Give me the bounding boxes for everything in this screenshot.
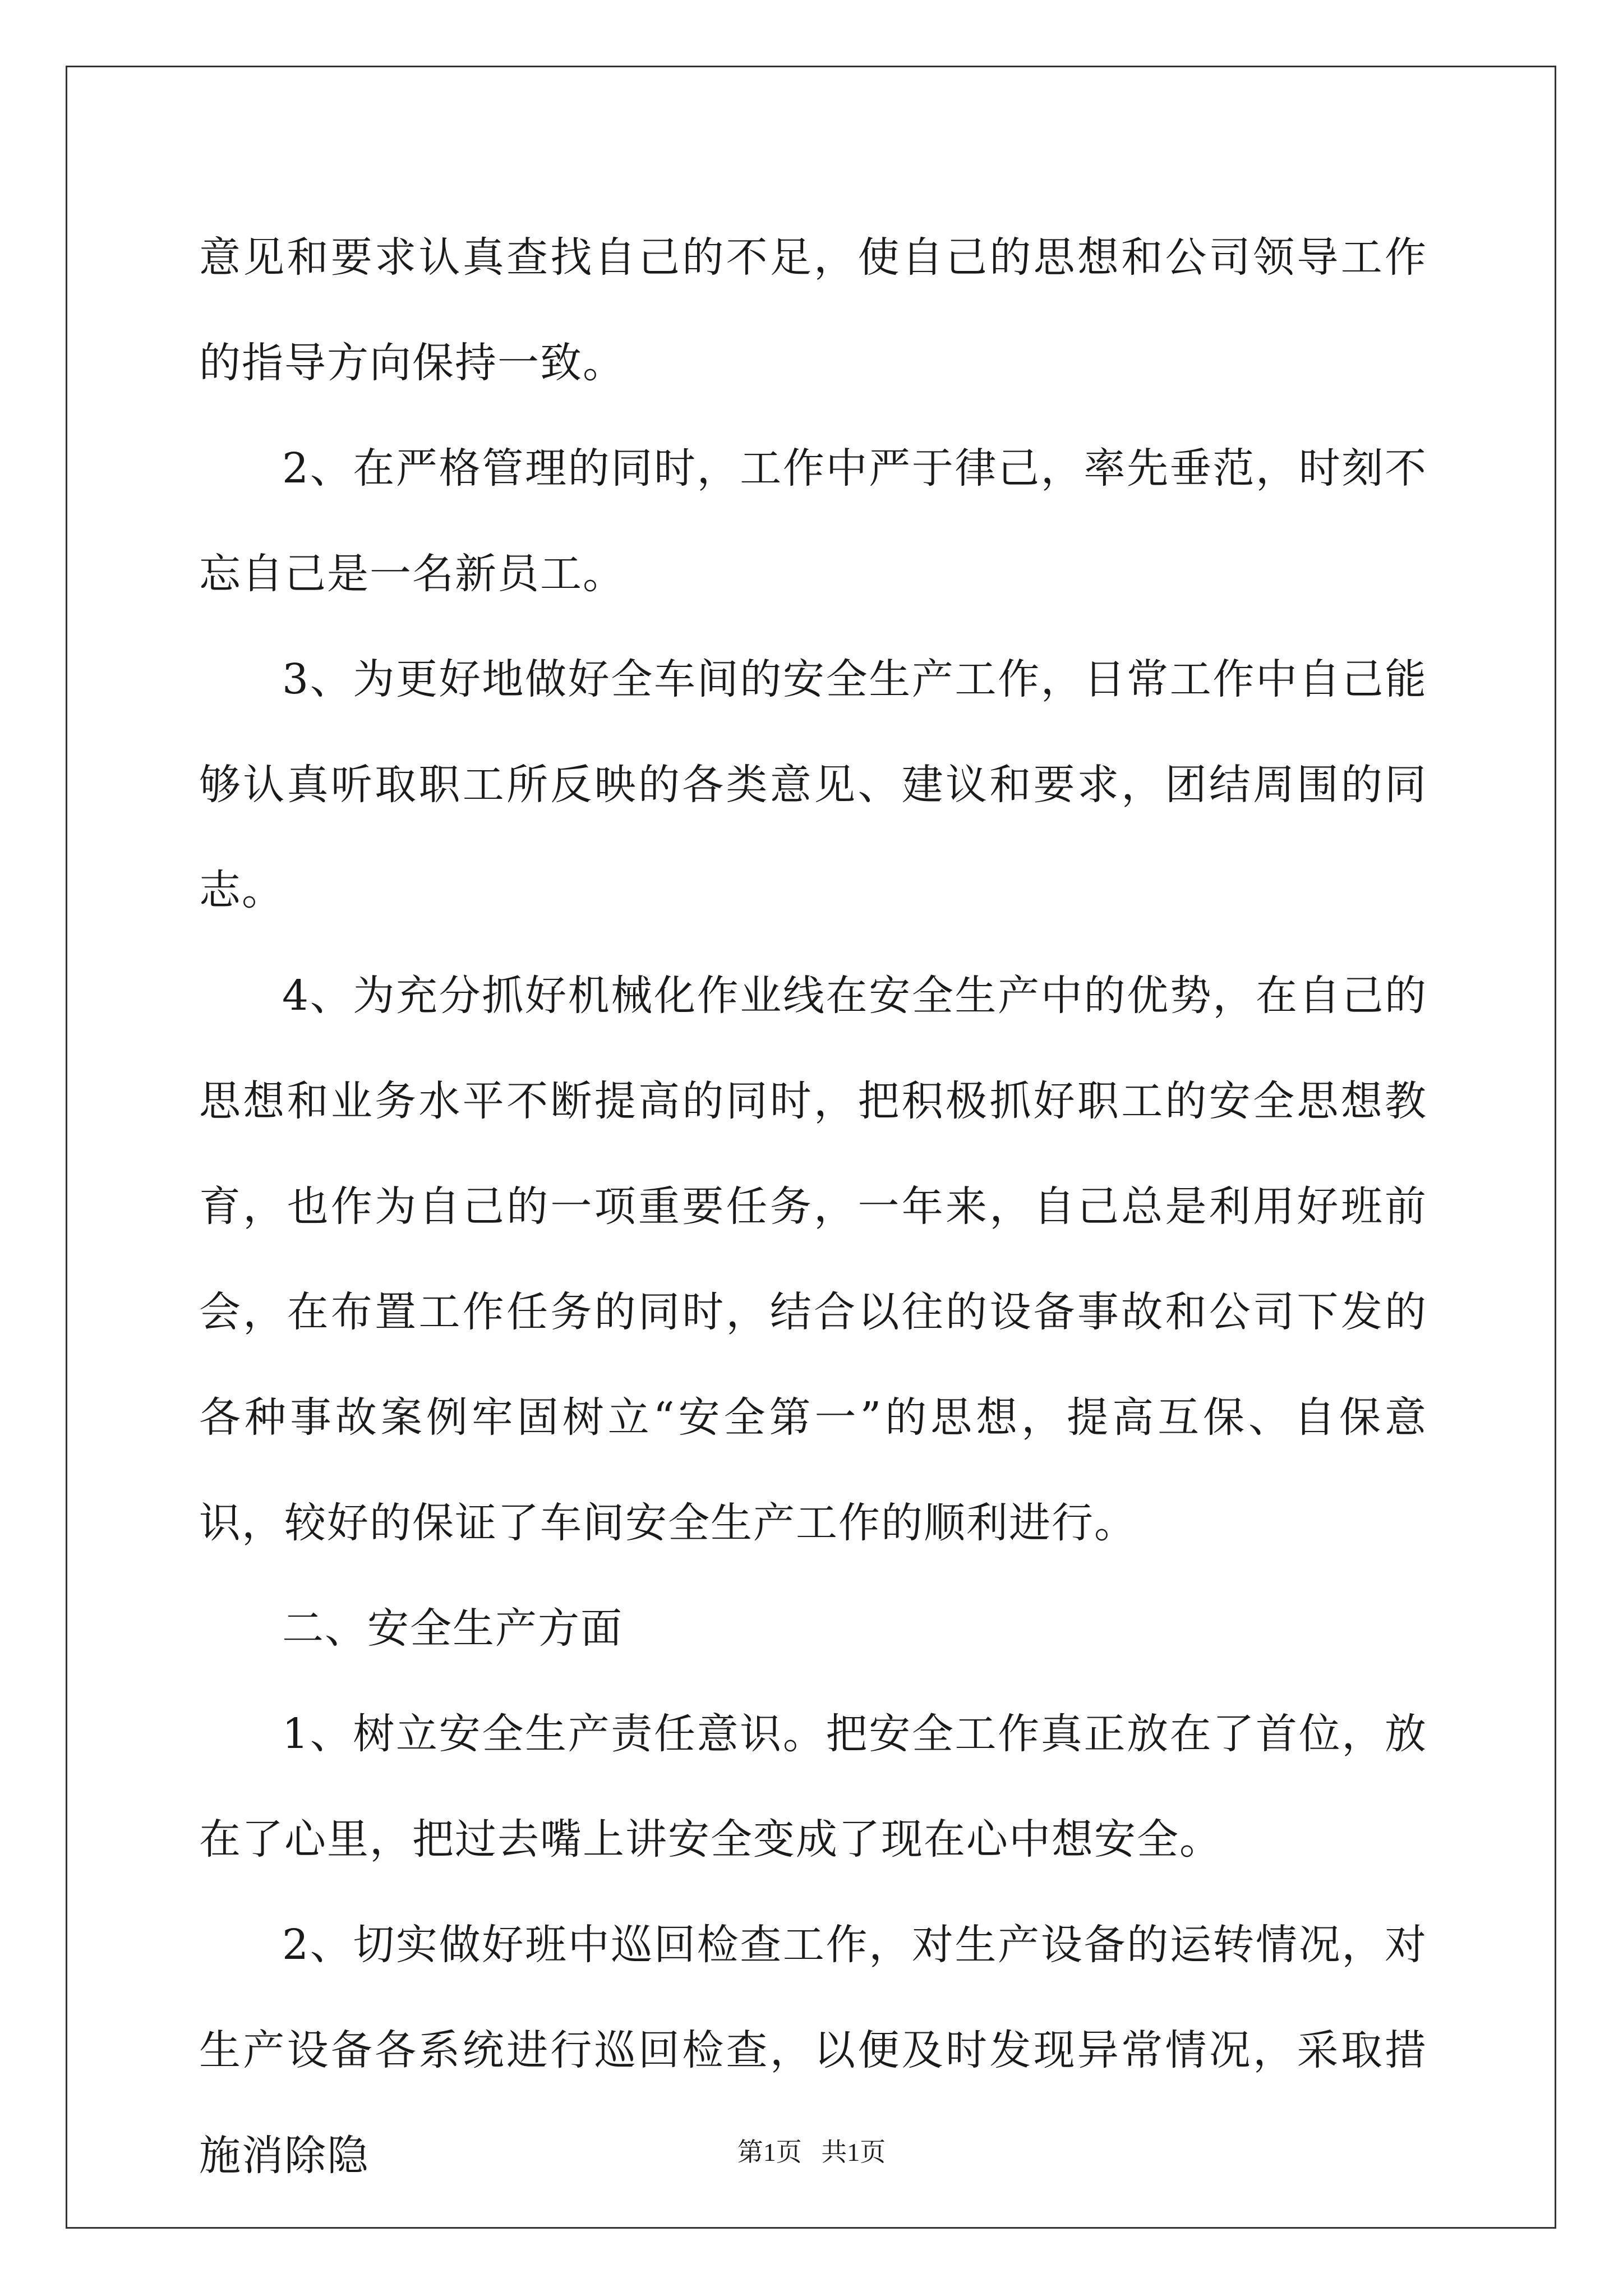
paragraph-safety-2: 2、切实做好班中巡回检查工作，对生产设备的运转情况，对生产设备各系统进行巡回检查，以便及时发现异常情况，采取措施消除隐: [199, 1921, 1427, 2180]
paragraph-item-4: 4、为充分抓好机械化作业线在安全生产中的优势，在自己的思想和业务水平不断提高的同时，把积极抓好职工的安全思想教育，也作为自己的一项重要任务，一年来，自己总是利用好班前会，在布置工作任务的同时，结合以往的设备事故和公司下发的各种事故案例牢固树立“安全第一”的思想，提高互保、自保意识，较好的保证了车间安全生产工作的顺利进行。: [199, 972, 1427, 1547]
section-heading-safety: 二、安全生产方面: [282, 1604, 623, 1653]
page-footer: 第1页 共1页: [737, 2138, 886, 2166]
paragraph-continuation: 意见和要求认真查找自己的不足，使自己的思想和公司领导工作的指导方向保持一致。: [199, 233, 1427, 387]
paragraph-item-2: 2、在严格管理的同时，工作中严于律己，率先垂范，时刻不忘自己是一名新员工。: [199, 444, 1427, 598]
paragraph-safety-1: 1、树立安全生产责任意识。把安全工作真正放在了首位，放在了心里，把过去嘴上讲安全变成了现在心中想安全。: [199, 1710, 1427, 1864]
paragraph-item-3: 3、为更好地做好全车间的安全生产工作，日常工作中自己能够认真听取职工所反映的各类意见、建议和要求，团结周围的同志。: [199, 655, 1427, 914]
document-body: [199, 205, 1427, 2208]
